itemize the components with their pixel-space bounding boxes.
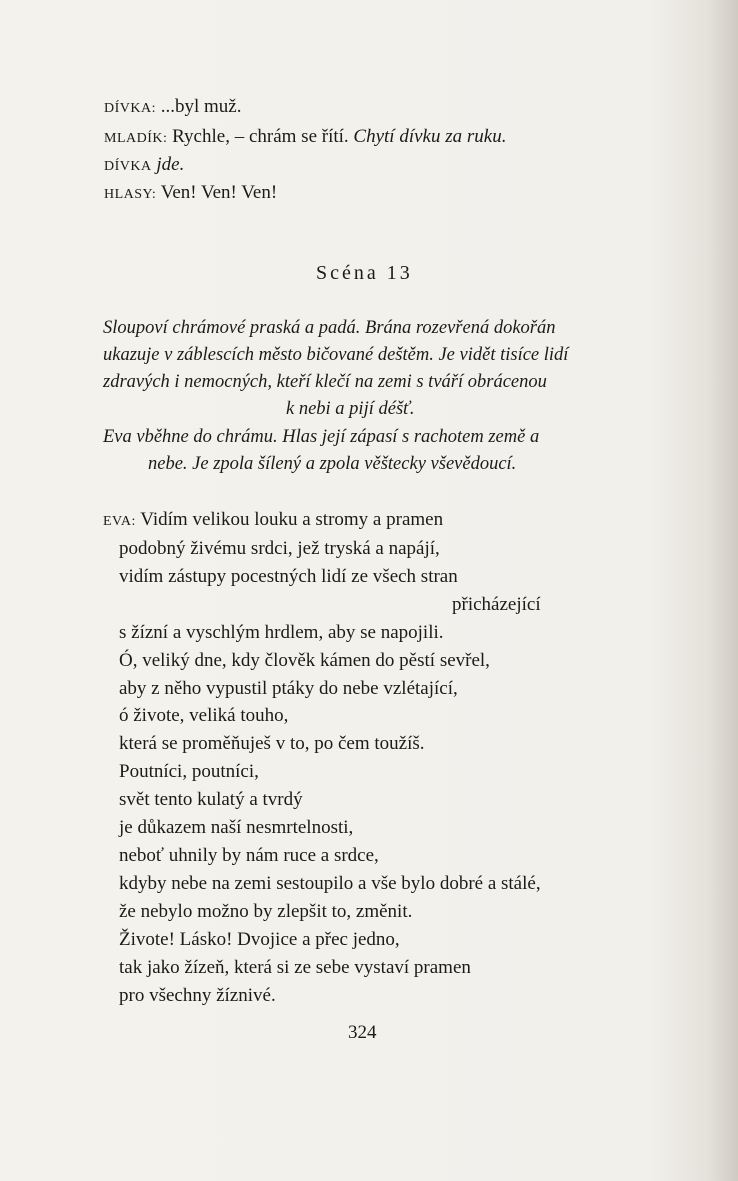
verse-line: [103, 508, 443, 534]
dialogue-line: [104, 153, 184, 179]
stage-direction-line: k nebi a pijí déšť.: [286, 399, 415, 419]
verse-line: Ó, veliký dne, kdy člověk kámen do pěstí sevřel,: [119, 650, 490, 671]
verse-line: je důkazem naší nesmrtelnosti,: [119, 817, 354, 838]
speaker-name: MLADÍK:: [104, 131, 168, 146]
verse-line: tak jako žízeň, která si ze sebe vystaví pramen: [119, 957, 471, 978]
verse-line: neboť uhnily by nám ruce a srdce,: [119, 845, 379, 866]
verse-line: podobný živému srdci, jež tryská a napájí,: [119, 538, 440, 559]
verse-line: pro všechny žíznivé.: [119, 985, 276, 1006]
dialogue-line: [104, 125, 506, 151]
stage-note: Chytí dívku za ruku.: [353, 126, 507, 147]
dialogue-line: [104, 95, 242, 121]
speaker-name: DÍVKA: [104, 159, 152, 174]
verse-line: že nebylo možno by zlepšit to, změnit.: [119, 901, 413, 922]
speaker-name: HLASY:: [104, 187, 157, 202]
verse-text: Vidím velikou louku a stromy a pramen: [140, 509, 444, 530]
stage-direction-line: Eva vběhne do chrámu. Hlas její zápasí s rachotem země a: [103, 427, 540, 447]
dialogue-text: ...byl muž.: [160, 96, 242, 117]
page-number: 324: [348, 1022, 377, 1043]
verse-line: vidím zástupy pocestných lidí ze všech stran: [119, 566, 458, 587]
verse-line: ó živote, veliká touho,: [119, 705, 289, 726]
verse-line: Poutníci, poutníci,: [119, 761, 259, 782]
speaker-name: DÍVKA:: [104, 101, 156, 116]
dialogue-text: Rychle, – chrám se řítí.: [172, 126, 354, 147]
verse-line: aby z něho vypustil ptáky do nebe vzlétající,: [119, 678, 458, 699]
stage-direction-line: ukazuje v záblescích město bičované deštěm. Je vidět tisíce lidí: [103, 345, 569, 365]
stage-direction-line: Sloupoví chrámové praská a padá. Brána rozevřená dokořán: [103, 318, 556, 338]
verse-line: kdyby nebe na zemi sestoupilo a vše bylo dobré a stálé,: [119, 873, 541, 894]
verse-line: která se proměňuješ v to, po čem toužíš.: [119, 733, 425, 754]
scene-title: Scéna 13: [316, 262, 413, 284]
stage-direction-line: nebe. Je zpola šílený a zpola věštecky vševědoucí.: [148, 454, 517, 474]
speaker-name: EVA:: [103, 514, 136, 529]
verse-line: Živote! Lásko! Dvojice a přec jedno,: [119, 929, 400, 950]
stage-direction-line: zdravých i nemocných, kteří klečí na zemi s tváří obrácenou: [103, 372, 547, 392]
verse-line: přicházející: [452, 594, 541, 615]
stage-note: jde.: [156, 154, 185, 175]
verse-line: s žízní a vyschlým hrdlem, aby se napojili.: [119, 622, 444, 643]
dialogue-line: [104, 181, 277, 207]
verse-line: svět tento kulatý a tvrdý: [119, 789, 303, 810]
dialogue-text: Ven! Ven! Ven!: [160, 182, 278, 203]
